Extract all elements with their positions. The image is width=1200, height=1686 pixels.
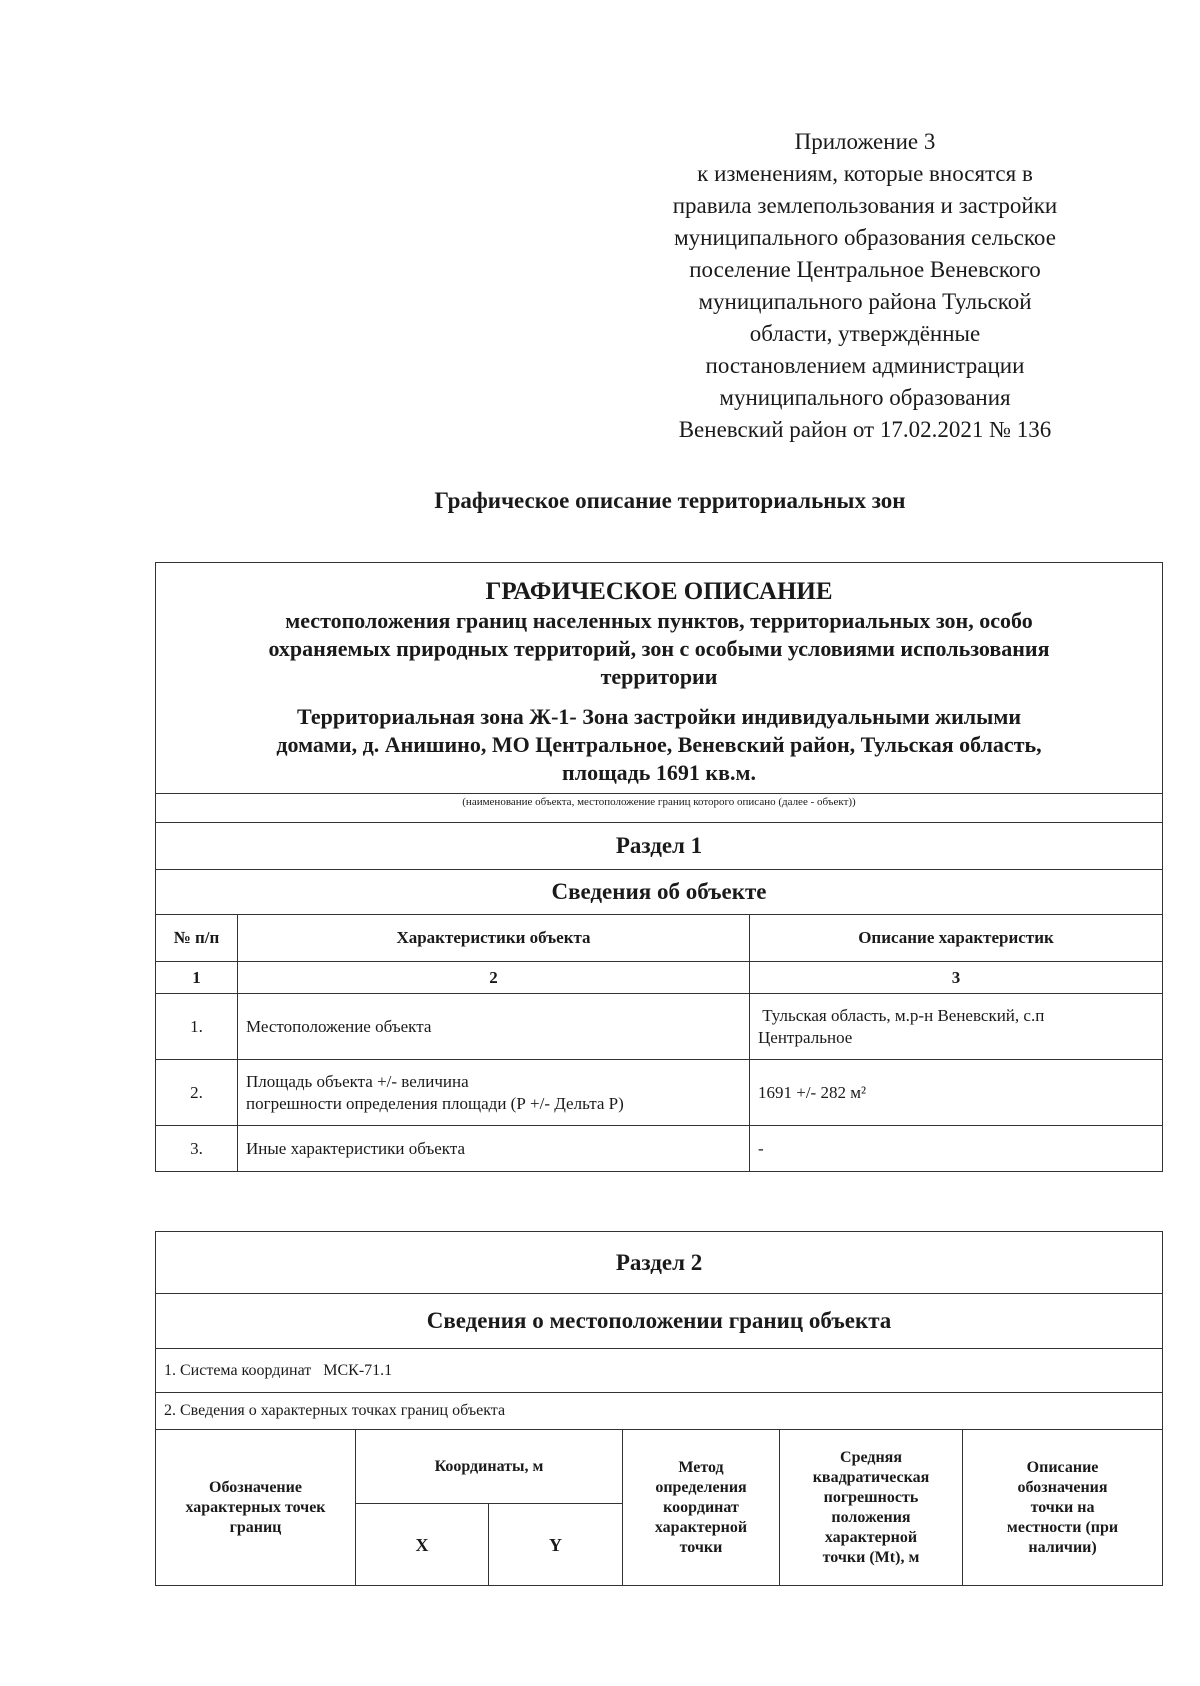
header-row: [156, 563, 1163, 794]
info-row: [156, 1393, 1163, 1430]
header-line: характерных точек: [185, 1498, 326, 1516]
section-row: [156, 1294, 1163, 1349]
header-line: погрешность: [823, 1488, 919, 1506]
row-characteristic-line: Иные характеристики объекта: [246, 1138, 466, 1158]
appendix-block: [630, 126, 1100, 446]
col-coords-header: Координаты, м: [356, 1430, 623, 1504]
column-number: 1: [156, 962, 238, 994]
row-characteristic-line: Местоположение объекта: [246, 1016, 432, 1036]
column-number: 2: [238, 962, 750, 994]
header-line: точки: [679, 1538, 723, 1556]
document-title-cell: [156, 563, 1163, 794]
header-line: Средняя: [840, 1448, 902, 1466]
header-line: обозначения: [1017, 1478, 1108, 1496]
points-header-row: [156, 1430, 1163, 1504]
boundary-location-table: [155, 1231, 1163, 1586]
appendix-line: области, утверждённые: [749, 321, 981, 346]
row-number: 3.: [156, 1126, 238, 1172]
table-row: [156, 994, 1163, 1060]
info-row: [156, 1349, 1163, 1393]
row-description-line: Тульская область, м.р-н Веневский, с.п: [758, 1005, 1045, 1025]
appendix-line: Приложение 3: [794, 129, 936, 154]
header-line: Метод: [678, 1458, 724, 1476]
row-characteristic: [238, 994, 750, 1060]
header-line: определения: [655, 1478, 747, 1496]
col-description-header: [963, 1430, 1163, 1586]
appendix-line: поселение Центральное Веневского: [689, 257, 1041, 282]
appendix-line: правила землепользования и застройки: [672, 193, 1058, 218]
column-header: № п/п: [156, 915, 238, 962]
appendix-line: муниципального района Тульской: [698, 289, 1032, 314]
section1-title: Раздел 1: [156, 823, 1163, 870]
header-line: наличии): [1028, 1538, 1097, 1556]
col-y-header: Y: [489, 1504, 623, 1586]
row-description: [750, 994, 1163, 1060]
appendix-line: к изменениям, которые вносятся в: [697, 161, 1033, 186]
points-info: 2. Сведения о характерных точках границ объекта: [156, 1393, 1163, 1430]
row-description-line: 1691 +/- 282 м²: [758, 1082, 867, 1102]
zone-name-line: домами, д. Анишино, МО Центральное, Веневский район, Тульская область,: [276, 732, 1042, 757]
row-characteristic: [238, 1060, 750, 1126]
header-line: Описание: [1026, 1458, 1099, 1476]
zone-name-line: Территориальная зона Ж-1- Зона застройки индивидуальными жилыми: [297, 704, 1021, 729]
object-info-table: [155, 562, 1163, 1172]
table-row: [156, 1126, 1163, 1172]
row-description-line: Центральное: [758, 1027, 853, 1047]
header-line: точки (Mt), м: [822, 1548, 920, 1566]
row-characteristic-line: Площадь объекта +/- величина: [246, 1071, 469, 1091]
column-number: 3: [750, 962, 1163, 994]
section-row: [156, 1232, 1163, 1294]
col-designation-header: [156, 1430, 356, 1586]
header-line: характерной: [654, 1518, 748, 1536]
section1-subtitle: Сведения об объекте: [156, 870, 1163, 915]
col-x-header: X: [356, 1504, 489, 1586]
column-header-row: [156, 915, 1163, 962]
document-subtitle-line: территории: [600, 664, 718, 689]
section2-subtitle: Сведения о местоположении границ объекта: [156, 1294, 1163, 1349]
object-note: (наименование объекта, местоположение границ которого описано (далее - объект)): [156, 794, 1163, 823]
table-row: [156, 1060, 1163, 1126]
header-line: местности (при: [1006, 1518, 1119, 1536]
row-number: 1.: [156, 994, 238, 1060]
page-heading: Графическое описание территориальных зон: [434, 488, 906, 513]
header-line: координат: [663, 1498, 739, 1516]
row-description-line: -: [758, 1138, 764, 1158]
section-row: [156, 870, 1163, 915]
document-subtitle-line: местоположения границ населенных пунктов, территориальных зон, особо: [285, 608, 1033, 633]
section2-title: Раздел 2: [156, 1232, 1163, 1294]
note-row: [156, 794, 1163, 823]
row-description: [750, 1060, 1163, 1126]
header-line: квадратическая: [812, 1468, 930, 1486]
header-line: характерной: [824, 1528, 918, 1546]
column-header: Описание характеристик: [750, 915, 1163, 962]
document-subtitle-line: охраняемых природных территорий, зон с особыми условиями использования: [268, 636, 1050, 661]
row-description: [750, 1126, 1163, 1172]
row-characteristic-line: погрешности определения площади (Р +/- Дельта Р): [246, 1093, 624, 1113]
appendix-line: постановлением администрации: [705, 353, 1025, 378]
header-line: точки на: [1030, 1498, 1095, 1516]
zone-name-line: площадь 1691 кв.м.: [562, 760, 756, 785]
appendix-line: муниципального образования сельское: [674, 225, 1056, 250]
header-line: положения: [831, 1508, 911, 1526]
col-error-header: [780, 1430, 963, 1586]
appendix-line: муниципального образования: [719, 385, 1011, 410]
document-title: ГРАФИЧЕСКОЕ ОПИСАНИЕ: [485, 578, 833, 605]
column-header: Характеристики объекта: [238, 915, 750, 962]
col-method-header: [623, 1430, 780, 1586]
coordinate-system: 1. Система координат МСК-71.1: [156, 1349, 1163, 1393]
column-number-row: [156, 962, 1163, 994]
section-row: [156, 823, 1163, 870]
header-line: Обозначение: [209, 1478, 302, 1496]
row-number: 2.: [156, 1060, 238, 1126]
header-line: границ: [229, 1518, 282, 1536]
appendix-line: Веневский район от 17.02.2021 № 136: [678, 417, 1052, 442]
row-characteristic: [238, 1126, 750, 1172]
